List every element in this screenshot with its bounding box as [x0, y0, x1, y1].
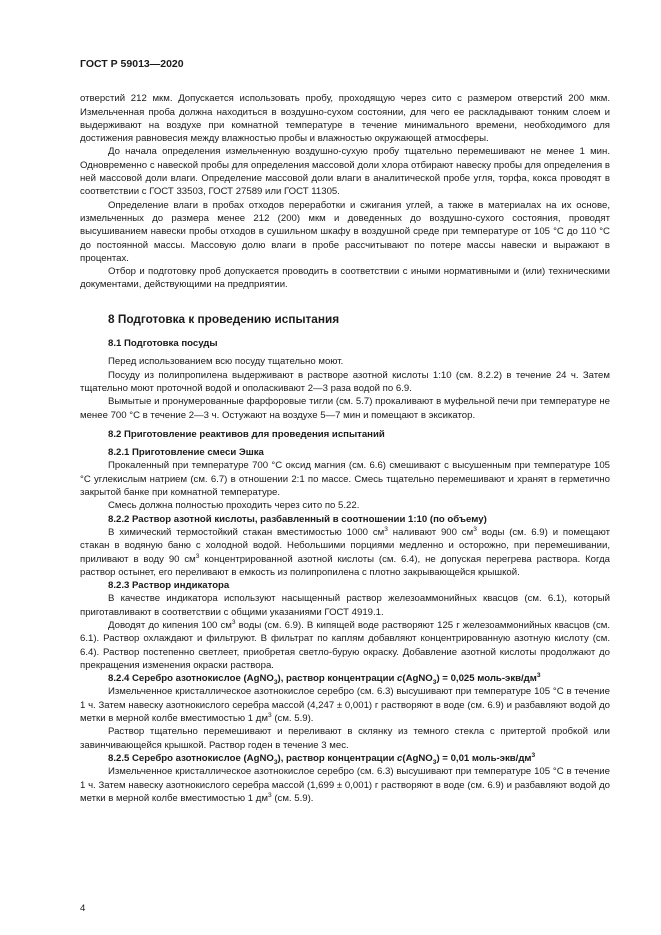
section-8-2-5-paragraph-1: Измельченное кристаллическое азотнокислое серебро (см. 6.3) высушивают при температуре 105 °С в течение 1 ч. Затем навеску азотнокислого серебра массой (1,699 ± 0,001) г растворяют в воде (см. 6.9) и разбавляют водой до метки в мерной колбе вместимостью 1 $дм^3$ (см. 5.9).: [80, 766, 610, 804]
section-8-2-3-paragraph-1: В качестве индикатора используют насыщенный раствор железоаммонийных квасцов (см. 6.1), который приготавливают в соответствии с общими указаниями ГОСТ 4919.1.: [80, 593, 610, 618]
intro-paragraph-2: До начала определения измельченную воздушно-сухую пробу тщательно перемешивают не менее 1 мин. Одновременно с навеской пробы для определения массовой доли хлора отбирают навеску пробы для определения в ней массовой доли влаги. Определение массовой доли влаги в аналитической пробе угля, торфа, кокса проводят в соответствии с ГОСТ 33503, ГОСТ 27589 или ГОСТ 11305.: [80, 146, 610, 198]
section-8-2-3-paragraph-2: Доводят до кипения 100 $см^3$ воды (см. 6.9). В кипящей воде растворяют 125 г железоаммонийных квасцов (см. 6.1). Раствор охлаждают и фильтруют. В фильтрат по каплям добавляют концентрированную азотную кислоту (см. 6.4). Раствор постепенно светлеет, приобретая светло-бурую окраску. Добавление азотной кислоты продолжают до прекращения изменения окраски раствора.: [80, 618, 610, 671]
section-8-2-4-paragraph-1: Измельченное кристаллическое азотнокислое серебро (см. 6.3) высушивают при температуре 105 °С в течение 1 ч. Затем навеску азотнокислого серебра массой (4,247 ± 0,001) г растворяют в воде (см. 6.9) и разбавляют водой до метки в мерной колбе вместимостью 1 $дм^3$ (см. 5.9).: [80, 686, 610, 725]
section-8-2-5-title: 8.2.5 Серебро азотнокислое (AgNO$_3$), раствор концентрации c(AgNO$_3$) = 0,01 моль-$экв/дм^3$: [108, 751, 536, 766]
section-8-2-4-title: 8.2.4 Серебро азотнокислое (AgNO$_3$), раствор концентрации c(AgNO$_3$) = 0,025 моль-$экв/дм^3$: [108, 671, 541, 687]
intro-paragraph-4: Отбор и подготовку проб допускается проводить в соответствии с иными нормативными и (или) техническими документами, действующими на предприятии.: [80, 266, 610, 291]
standard-header: ГОСТ Р 59013—2020: [80, 58, 184, 70]
section-8-1-paragraph-2: Посуду из полипропилена выдерживают в растворе азотной кислоты 1:10 (см. 8.2.2) в течение 24 ч. Затем тщательно моют проточной водой и ополаскивают 2—3 раза водой по 6.9.: [80, 369, 610, 394]
section-8-2-2-paragraph-1: В химический термостойкий стакан вместимостью 1000 $см^3$ наливают 900 $см^3$ воды (см. 6.9) и помещают стакан в водяную баню с холодной водой. Небольшими порциями медленно и осторожно, при перемешивании, приливают в воду 90 $см^3$ концентрированной азотной кислоты (см. 6.4), не допуская перегрева раствора. Когда раствор остынет, его переливают в емкость из полипропилена с плотно закрывающейся крышкой.: [80, 525, 610, 578]
intro-paragraph-3: Определение влаги в пробах отходов переработки и сжигания углей, а также в материалах на их основе, измельченных до размера менее 212 (200) мкм и доведенных до воздушно-сухого состояния, проводят высушиванием навески пробы отходов в сушильном шкафу в воздушной среде при температуре от 105 °С до 110 °С до постоянной массы. Массовую долю влаги в пробе рассчитывают по потере массы навески и выражают в процентах.: [80, 199, 610, 264]
page-number: 4: [80, 903, 86, 914]
intro-paragraph-1: отверстий 212 мкм. Допускается использовать пробу, проходящую через сито с размером отверстий 200 мкм. Измельченная проба должна находиться в воздушно-сухом состоянии, для чего ее раскладывают тонким слоем и выдерживают на воздухе при комнатной температуре в течение минимального времени, необходимого для достижения равновесия между влажностью пробы и влажностью окружающей атмосферы.: [80, 93, 610, 145]
section-8-title: 8 Подготовка к проведению испытания: [108, 311, 340, 326]
section-8-1-paragraph-1: Перед использованием всю посуду тщательно моют.: [108, 356, 344, 368]
section-8-1-paragraph-3: Вымытые и пронумерованные фарфоровые тигли (см. 5.7) прокаливают в муфельной печи при температуре не менее 700 °С в течение 2—3 ч. Остужают на воздухе 5—7 мин и помещают в эксикатор.: [80, 396, 610, 421]
section-8-2-1-paragraph-1: Прокаленный при температуре 700 °С оксид магния (см. 6.6) смешивают с высушенным при температуре 105 °С углекислым натрием (см. 6.7) в отношении 2:1 по массе. Смесь тщательно перемешивают и хранят в герметично закрытой банке при комнатной температуре.: [80, 460, 610, 499]
section-8-2-title: 8.2 Приготовление реактивов для проведения испытаний: [108, 428, 385, 440]
section-8-2-1-title: 8.2.1 Приготовление смеси Эшка: [108, 447, 264, 459]
section-8-2-1-paragraph-2: Смесь должна полностью проходить через сито по 5.22.: [108, 500, 360, 512]
section-8-1-title: 8.1 Подготовка посуды: [108, 338, 218, 350]
section-8-2-2-title: 8.2.2 Раствор азотной кислоты, разбавленный в соотношении 1:10 (по объему): [108, 513, 487, 525]
section-8-2-3-title: 8.2.3 Раствор индикатора: [108, 580, 230, 592]
section-8-2-4-paragraph-2: Раствор тщательно перемешивают и переливают в склянку из темного стекла с притертой пробкой или завинчивающейся крышкой. Раствор годен в течение 3 мес.: [80, 726, 610, 751]
